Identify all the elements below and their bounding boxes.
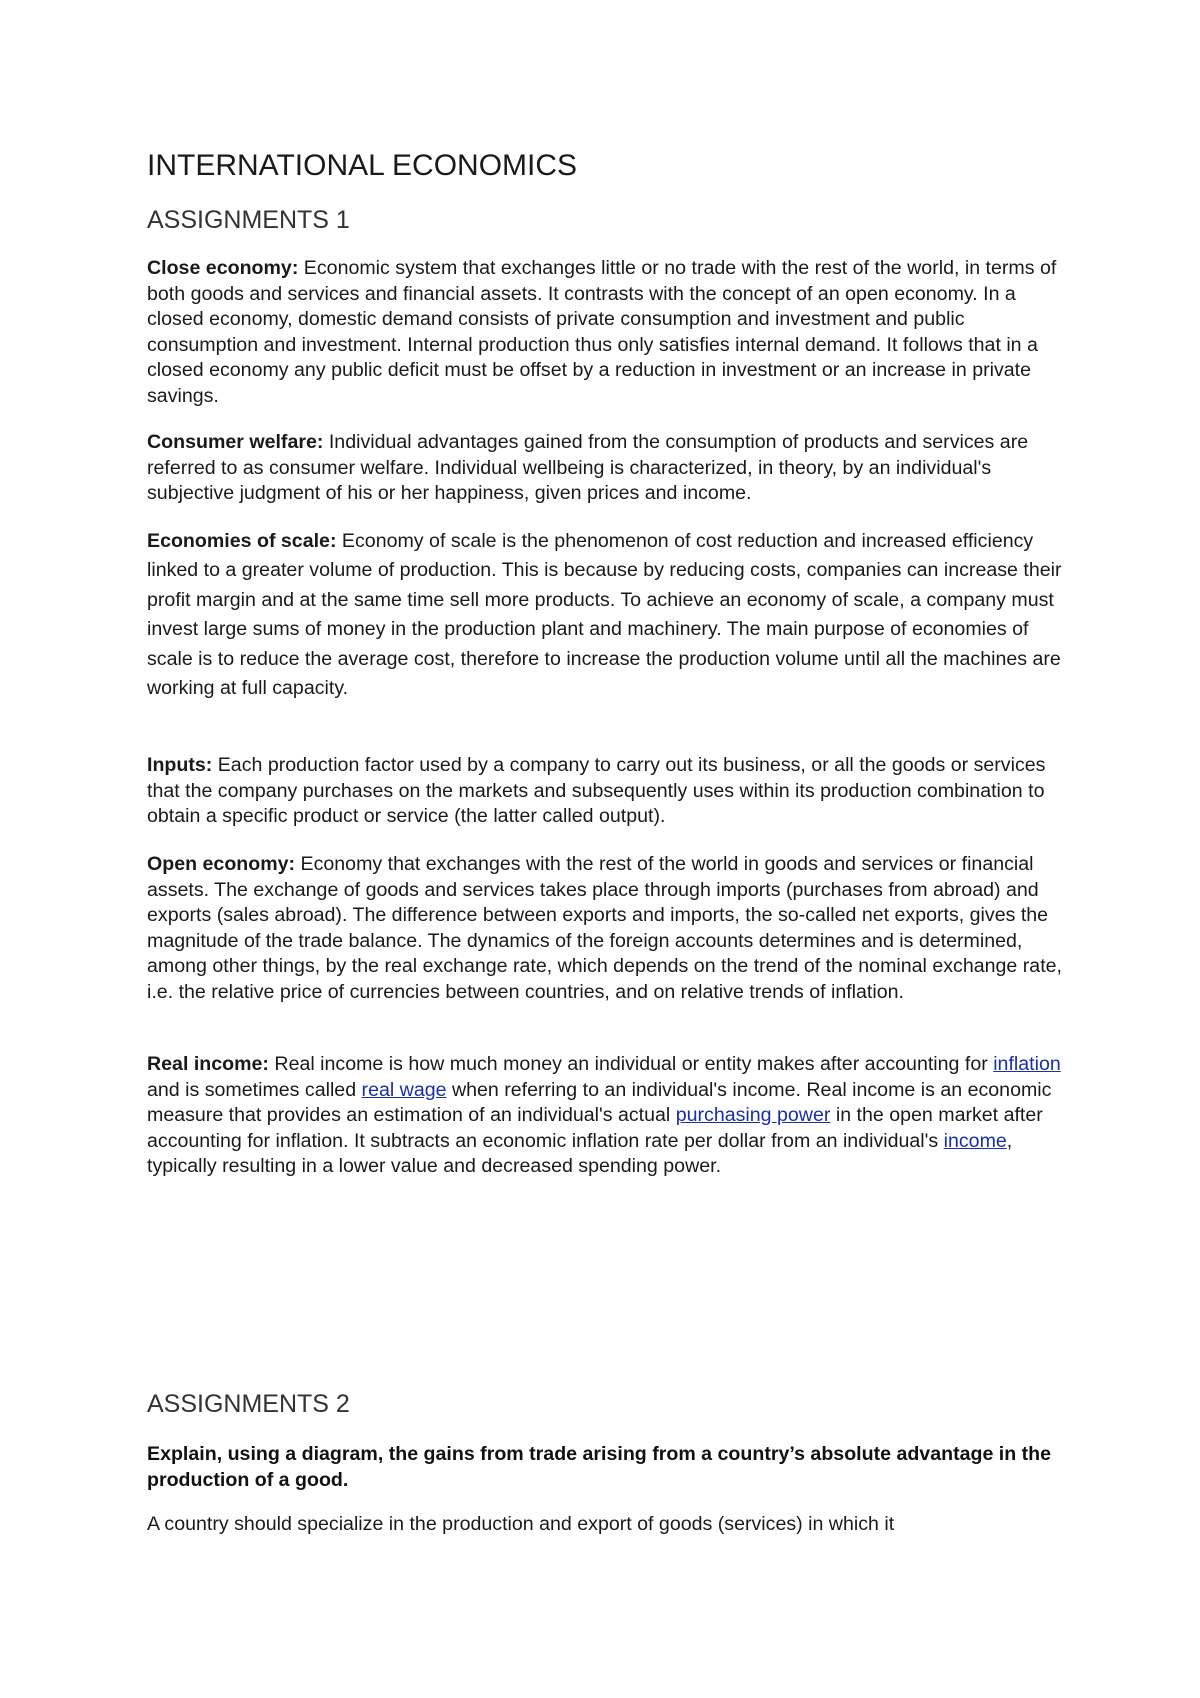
consumer-welfare-term: Consumer welfare:	[147, 431, 324, 453]
inputs-definition: Each production factor used by a company to carry out its business, or all the goods or services that the company purchases on the markets and subsequently uses within its production combination to obtain a specific product or service (the latter called output).	[147, 754, 1046, 828]
open-economy-definition: Economy that exchanges with the rest of the world in goods and services or financial assets. The exchange of goods and services takes place through imports (purchases from abroad) and exports (sales abroad). The difference between exports and imports, the so-called net exports, gives the magnitude of the trade balance. The dynamics of the foreign accounts determines and is determined, among other things, by the real exchange rate, which depends on the trend of the nominal exchange rate, i.e. the relative price of currencies between countries, and on relative trends of inflation.	[147, 853, 1062, 1003]
assignment-2-answer-text: A country should specialize in the production and export of goods (services) in which it	[147, 1513, 895, 1535]
real-wage-link[interactable]: real wage	[361, 1078, 447, 1101]
document-title: INTERNATIONAL ECONOMICS	[147, 149, 578, 182]
consumer-welfare-paragraph	[147, 430, 1067, 507]
real-income-paragraph	[147, 1052, 1067, 1180]
inputs-paragraph	[147, 753, 1067, 830]
economies-of-scale-term: Economies of scale:	[147, 530, 337, 552]
consumer-welfare-definition: Individual advantages gained from the consumption of products and services are referred to as consumer welfare. Individual wellbeing is characterized, in theory, by an individual's subjective judgment of his or her happiness, given prices and income.	[147, 431, 1029, 505]
economies-of-scale-definition: Economy of scale is the phenomenon of cost reduction and increased efficiency linked to a greater volume of production. This is because by reducing costs, companies can increase their profit margin and at the same time sell more products. To achieve an economy of scale, a company must invest large sums of money in the production plant and machinery. The main purpose of economies of scale is to reduce the average cost, therefore to increase the production volume until all the machines are working at full capacity.	[147, 530, 1062, 700]
assignment-2-question: Explain, using a diagram, the gains from trade arising from a country’s absolute advantage in the production of a good.	[147, 1443, 1052, 1491]
close-economy-paragraph	[147, 256, 1067, 410]
income-link[interactable]: income	[943, 1129, 1007, 1152]
real-income-text: Real income is how much money an individual or entity makes after accounting for	[268, 1053, 994, 1075]
open-economy-term: Open economy:	[147, 853, 296, 875]
real-income-text: when referring to an individual's income. Real income is an economic measure that provides an estimation of an individual's actual	[147, 1078, 1052, 1127]
inputs-term: Inputs:	[147, 754, 213, 776]
real-income-term: Real income:	[147, 1053, 269, 1075]
real-income-text: , typically resulting in a lower value and decreased spending power.	[147, 1129, 1013, 1178]
purchasing-power-link[interactable]: purchasing power	[675, 1104, 831, 1127]
open-economy-paragraph	[147, 852, 1067, 1006]
economies-of-scale-paragraph	[147, 527, 1067, 703]
close-economy-definition: Economic system that exchanges little or no trade with the rest of the world, in terms of both goods and services and financial assets. It contrasts with the concept of an open economy. In a closed economy, domestic demand consists of private consumption and investment and public consumption and investment. Internal production thus only satisfies internal demand. It follows that in a closed economy any public deficit must be offset by a reduction in investment or an increase in private savings.	[147, 257, 1057, 407]
real-income-text: and is sometimes called	[147, 1078, 362, 1101]
close-economy-term: Close economy:	[147, 257, 299, 279]
assignment-2-heading: ASSIGNMENTS 2	[147, 1390, 350, 1418]
real-income-text: in the open market after accounting for inflation. It subtracts an economic inflation rate per dollar from an individual's	[147, 1104, 1043, 1152]
assignment-1-heading: ASSIGNMENTS 1	[147, 206, 350, 234]
inflation-link[interactable]: inflation	[993, 1053, 1061, 1075]
